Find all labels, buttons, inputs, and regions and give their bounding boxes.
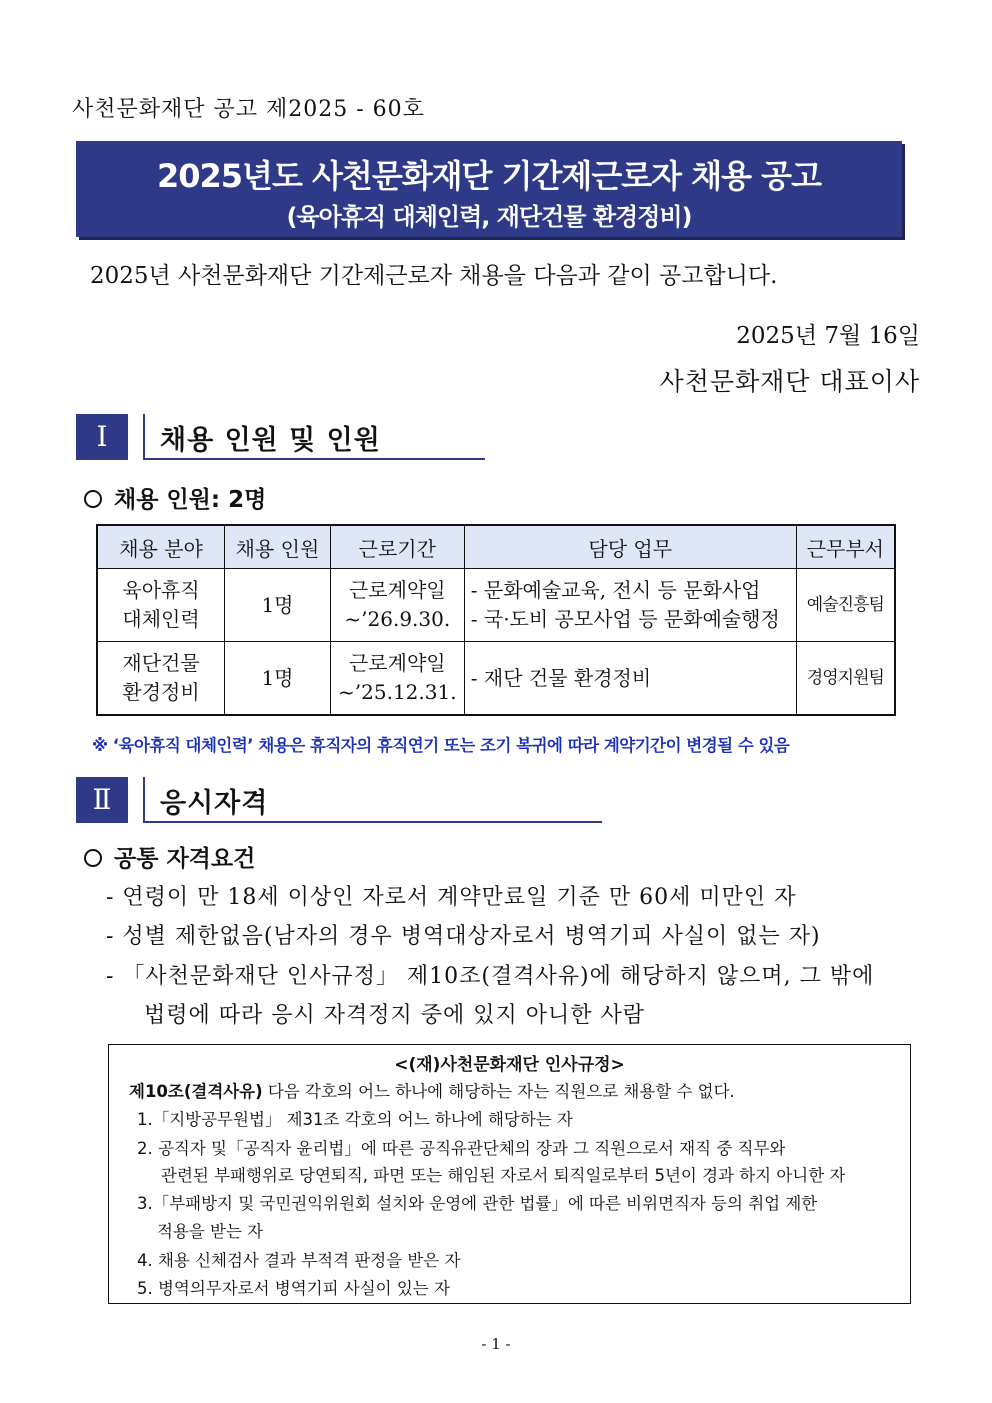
section2-title: 응시자격: [160, 788, 269, 819]
bullet-text: 공통 자격요건: [114, 846, 256, 872]
page-number: - 1 -: [481, 1335, 511, 1353]
article-label: 제10조(결격사유): [129, 1082, 263, 1101]
cell-line: 재단건물: [122, 651, 200, 675]
notice-number: 사천문화재단 공고 제2025 - 60호: [72, 97, 425, 122]
cell-line: 대체인력: [122, 607, 200, 631]
article-text: 다음 각호의 어느 하나에 해당하는 자는 직원으로 채용할 수 없다.: [262, 1082, 735, 1101]
section1-number: Ⅰ: [76, 414, 128, 460]
cell-line: 근로계약일: [348, 578, 446, 602]
circle-bullet-icon: [84, 490, 102, 508]
cell-line: ~’25.12.31.: [338, 680, 457, 704]
rules-item: 4. 채용 신체검사 결과 부적격 판정을 받은 자: [137, 1251, 461, 1270]
section1-divider: [143, 414, 145, 460]
requirement-item: - 연령이 만 18세 이상인 자로서 계약만료일 기준 만 60세 미만인 자: [106, 885, 797, 910]
rules-article: [129, 1078, 735, 1102]
field-cell: [97, 569, 225, 642]
page-title: 2025년도 사천문화재단 기간제근로자 채용 공고: [156, 157, 822, 195]
dept-cell: 예술진흥팀: [796, 569, 895, 642]
column-header: 근로기간: [330, 525, 464, 569]
field-cell: [97, 642, 225, 716]
period-cell: [330, 569, 464, 642]
circle-bullet-icon: [84, 849, 102, 867]
recruit-table: [96, 524, 896, 716]
rules-item: 5. 병역의무자로서 병역기피 사실이 있는 자: [137, 1279, 450, 1298]
table-header-row: [97, 525, 895, 569]
issuer: 사천문화재단 대표이사: [659, 367, 920, 396]
notice-date: 2025년 7월 16일: [736, 323, 920, 349]
cell-line: 근로계약일: [348, 651, 446, 675]
cell-line: ~’26.9.30.: [344, 607, 451, 631]
requirement-item: - 성별 제한없음(남자의 경우 병역대상자로서 병역기피 사실이 없는 자): [106, 924, 821, 949]
rules-item: 3.「부패방지 및 국민권익위원회 설치와 운영에 관한 법률」에 따른 비위면직자 등의 취업 제한: [137, 1194, 818, 1213]
section2-number: Ⅱ: [76, 777, 128, 823]
cell-line: - 문화예술교육, 전시 등 문화사업: [470, 578, 761, 602]
section2-underline: [143, 821, 602, 823]
count-cell: 1명: [225, 569, 331, 642]
rules-item: 적용을 받는 자: [157, 1222, 264, 1241]
column-header: 근무부서: [796, 525, 895, 569]
section1-bullet: [84, 481, 266, 514]
rules-box: [108, 1044, 911, 1304]
title-banner: [76, 141, 902, 237]
cell-line: 환경정비: [122, 680, 200, 704]
cell-line: 육아휴직: [122, 578, 200, 602]
rules-item: 2. 공직자 및「공직자 윤리법」에 따른 공직유관단체의 장과 그 직원으로서 재직 중 직무와: [137, 1139, 786, 1158]
column-header: 담당 업무: [464, 525, 796, 569]
duty-cell: [464, 642, 796, 716]
section1-title: 채용 인원 및 인원: [160, 425, 381, 456]
page-subtitle: (육아휴직 대체인력, 재단건물 환경정비): [286, 203, 692, 231]
column-header: 채용 분야: [97, 525, 225, 569]
cell-line: - 재단 건물 환경정비: [470, 665, 652, 690]
dept-cell: 경영지원팀: [796, 642, 895, 716]
rules-item: 1.「지방공무원법」 제31조 각호의 어느 하나에 해당하는 자: [137, 1110, 573, 1129]
table-note: ※ ‘육아휴직 대체인력’ 채용은 휴직자의 휴직연기 또는 조기 복귀에 따라 계약기간이 변경될 수 있음: [92, 736, 790, 755]
section2-divider: [143, 777, 145, 823]
rules-title: <(재)사천문화재단 인사규정>: [394, 1055, 625, 1075]
requirement-item: 법령에 따라 응시 자격정지 중에 있지 아니한 사람: [144, 1003, 645, 1028]
rules-item: 관련된 부패행위로 당연퇴직, 파면 또는 해임된 자로서 퇴직일로부터 5년이 경과 하지 아니한 자: [161, 1166, 846, 1185]
intro-text: 2025년 사천문화재단 기간제근로자 채용을 다음과 같이 공고합니다.: [90, 263, 778, 289]
cell-line: - 국·도비 공모사업 등 문화예술행정: [470, 607, 780, 631]
table-row: [97, 642, 895, 716]
requirement-item: - 「사천문화재단 인사규정」 제10조(결격사유)에 해당하지 않으며, 그 밖에: [106, 964, 875, 989]
bullet-text: 채용 인원: 2명: [114, 487, 267, 513]
section2-bullet: [84, 840, 255, 873]
section1-underline: [143, 458, 485, 460]
duty-cell: [464, 569, 796, 642]
column-header: 채용 인원: [225, 525, 331, 569]
period-cell: [330, 642, 464, 716]
count-cell: 1명: [225, 642, 331, 716]
table-row: [97, 569, 895, 642]
